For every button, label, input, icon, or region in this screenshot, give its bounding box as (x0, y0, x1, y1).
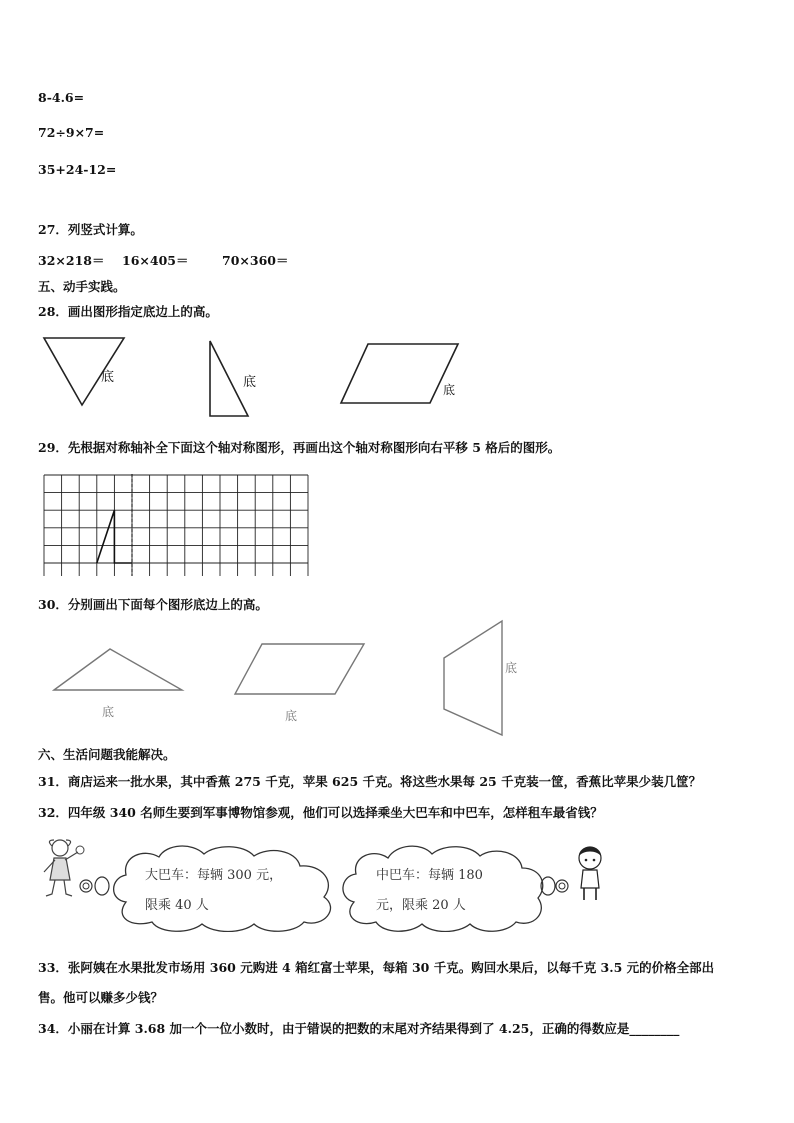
mid-bus-price: 中巴车：每辆 180 (376, 868, 483, 883)
q28-base-label-1: 底 (101, 370, 115, 385)
q30-parallelogram (232, 640, 367, 698)
q30-base-label-3: 底 (505, 661, 518, 675)
q29-title: 29．先根据对称轴补全下面这个轴对称图形，再画出这个轴对称图形向右平移 5 格后的图形。 (38, 440, 561, 455)
q30-triangle (50, 645, 186, 695)
q31-text: 31．商店运来一批水果，其中香蕉 275 千克，苹果 625 千克。将这些水果每 25 千克装一筐，香蕉比苹果少装几筐？ (38, 774, 702, 789)
q28-base-label-2: 底 (243, 375, 257, 390)
big-bus-price: 大巴车：每辆 300 元， (145, 868, 283, 883)
q27-item-1: 32×218＝ (38, 253, 105, 268)
big-bus-capacity: 限乘 40 人 (145, 898, 209, 913)
q30-base-label-1: 底 (102, 705, 115, 719)
q33-line-1: 33．张阿姨在水果批发市场用 360 元购进 4 箱红富士苹果，每箱 30 千克。购回水果后，以每千克 3.5 元的价格全部出 (38, 960, 715, 975)
half-figure (97, 510, 132, 563)
q27-title: 27．列竖式计算。 (38, 222, 143, 237)
q27-item-3: 70×360＝ (222, 253, 289, 268)
q27-item-2: 16×405＝ (122, 253, 189, 268)
calc-line-3: 35+24-12= (38, 162, 117, 177)
q30-base-label-2: 底 (285, 709, 298, 723)
section-6-heading: 六、生活问题我能解决。 (38, 747, 176, 762)
q32-title: 32．四年级 340 名师生要到军事博物馆参观，他们可以选择乘坐大巴车和中巴车，怎样租车最省钱？ (38, 805, 603, 820)
q28-title: 28．画出图形指定底边上的高。 (38, 304, 218, 319)
section-5-heading: 五、动手实践。 (38, 279, 126, 294)
q34-text: 34．小丽在计算 3.68 加一个一位小数时，由于错误的把数的末尾对齐结果得到了 4.25，正确的得数应是________ (38, 1021, 680, 1036)
q30-trapezoid (440, 618, 506, 738)
cloud-bubble-large-bus (104, 842, 344, 932)
calc-line-1: 8-4.6= (38, 90, 85, 105)
speech-bubble-right-tail (538, 870, 574, 900)
boy-icon (570, 842, 610, 904)
q29-grid (43, 474, 311, 576)
cloud-bubble-mid-bus (334, 842, 549, 932)
q30-title: 30．分别画出下面每个图形底边上的高。 (38, 597, 268, 612)
q33-line-2: 售。他可以赚多少钱？ (38, 990, 164, 1005)
calc-line-2: 72÷9×7= (38, 125, 105, 140)
q28-inverted-triangle (40, 335, 130, 410)
mid-bus-capacity: 元，限乘 20 人 (376, 898, 466, 913)
q28-base-label-3: 底 (443, 383, 456, 397)
